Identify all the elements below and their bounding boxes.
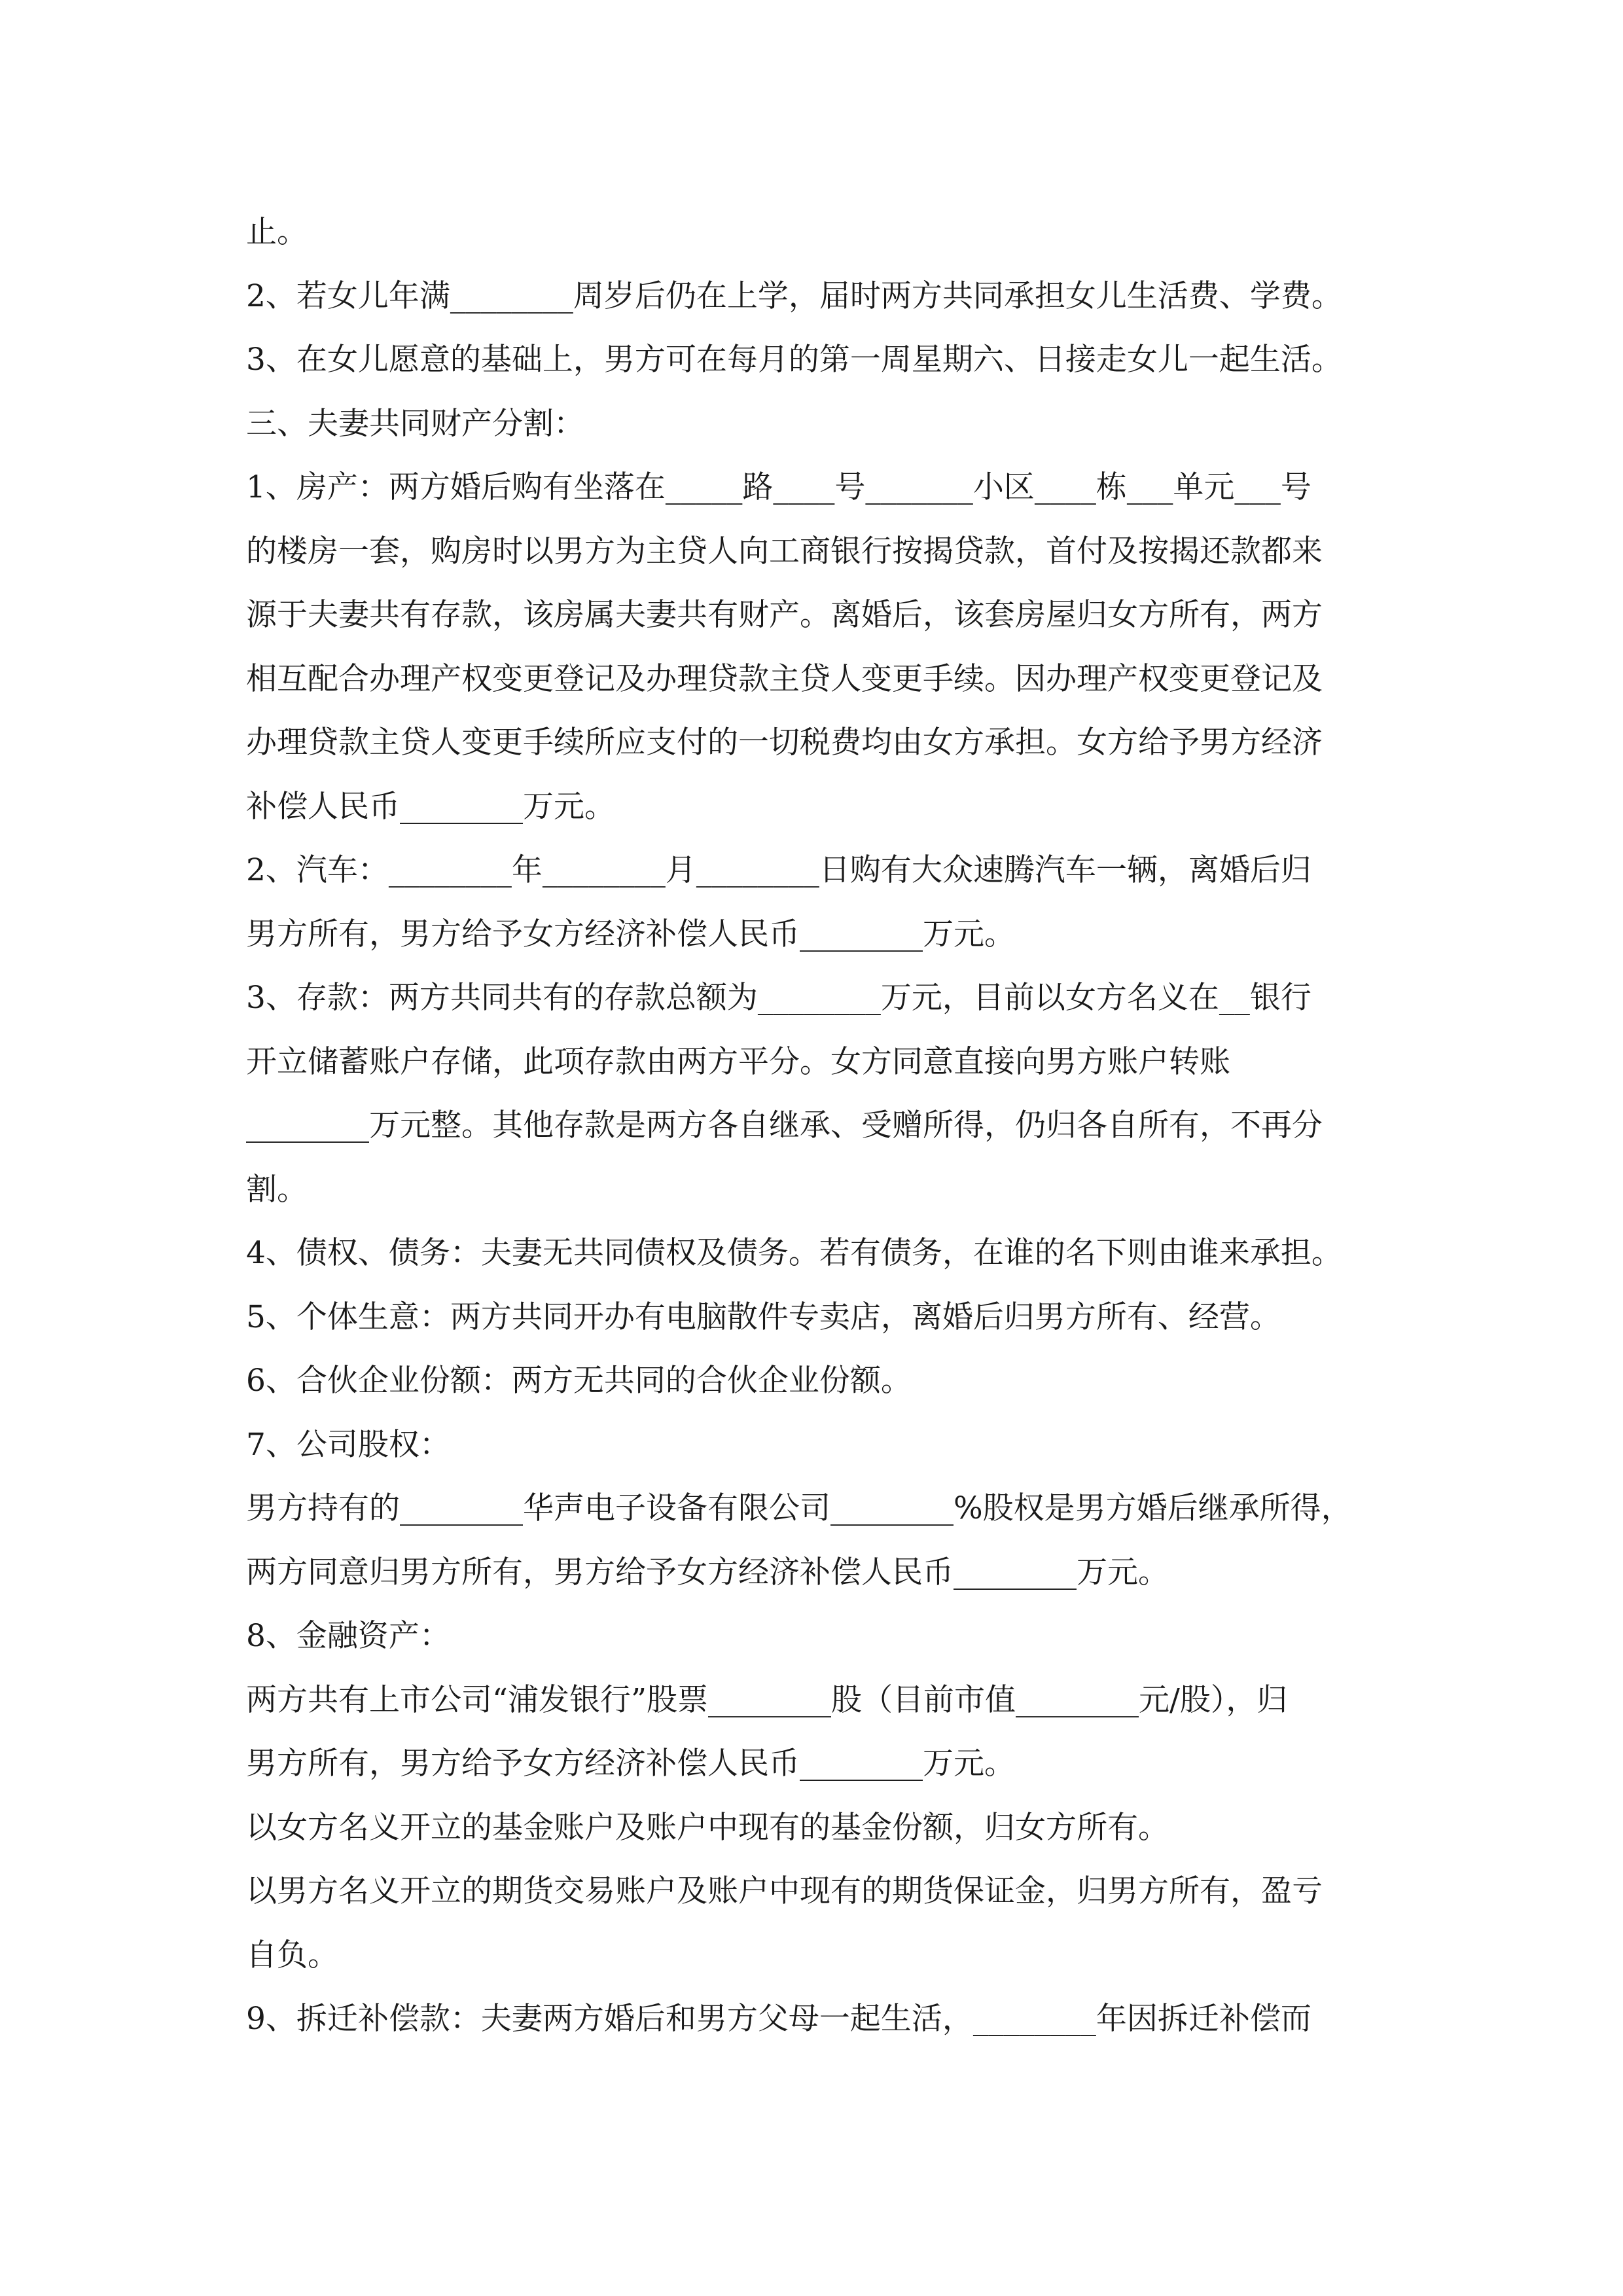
text-line: 的楼房一套，购房时以男方为主贷人向工商银行按揭贷款，首付及按揭还款都来 [246, 533, 1323, 569]
text-line: 开立储蓄账户存储，此项存款由两方平分。女方同意直接向男方账户转账 [246, 1043, 1230, 1080]
text-line: 8、金融资产： [246, 1618, 450, 1654]
text-line: 男方所有，男方给予女方经济补偿人民币________万元。 [246, 916, 1015, 952]
text-line: 3、在女儿愿意的基础上，男方可在每月的第一周星期六、日接走女儿一起生活。 [246, 342, 1342, 378]
text-line: 两方共有上市公司“浦发银行”股票________股（目前市值________元/股），归 [246, 1681, 1288, 1718]
document-body [246, 200, 1385, 2051]
text-line: 以女方名义开立的基金账户及账户中现有的基金份额，归女方所有。 [246, 1809, 1169, 1846]
text-line: 以男方名义开立的期货交易账户及账户中现有的期货保证金，归男方所有，盈亏 [246, 1873, 1323, 1909]
text-line: 源于夫妻共有存款，该房属夫妻共有财产。离婚后，该套房屋归女方所有，两方 [246, 597, 1323, 633]
text-line: 7、公司股权： [246, 1426, 450, 1463]
text-line: 两方同意归男方所有，男方给予女方经济补偿人民币________万元。 [246, 1554, 1169, 1590]
text-line: 男方持有的________华声电子设备有限公司________%股权是男方婚后继承所得， [246, 1490, 1352, 1526]
text-line: 割。 [246, 1171, 308, 1208]
text-line: 相互配合办理产权变更登记及办理贷款主贷人变更手续。因办理产权变更登记及 [246, 660, 1323, 697]
text-line: 止。 [246, 214, 308, 250]
text-line: 9、拆迁补偿款：夫妻两方婚后和男方父母一起生活，________年因拆迁补偿而 [246, 2001, 1311, 2037]
text-line: 自负。 [246, 1937, 338, 1973]
text-line: 男方所有，男方给予女方经济补偿人民币________万元。 [246, 1746, 1015, 1782]
section-heading: 三、夫妻共同财产分割： [246, 405, 584, 442]
text-line: 2、若女儿年满________周岁后仍在上学，届时两方共同承担女儿生活费、学费。 [246, 278, 1342, 314]
text-line: 6、合伙企业份额：两方无共同的合伙企业份额。 [246, 1363, 912, 1399]
text-line: 办理贷款主贷人变更手续所应支付的一切税费均由女方承担。女方给予男方经济 [246, 725, 1323, 761]
text-line: ________万元整。其他存款是两方各自继承、受赠所得，仍归各自所有，不再分 [246, 1107, 1323, 1143]
text-line: 4、债权、债务：夫妻无共同债权及债务。若有债务，在谁的名下则由谁来承担。 [246, 1235, 1342, 1271]
text-line: 3、存款：两方共同共有的存款总额为________万元，目前以女方名义在__银行 [246, 980, 1311, 1016]
text-line: 5、个体生意：两方共同开办有电脑散件专卖店，离婚后归男方所有、经营。 [246, 1299, 1281, 1335]
text-line: 1、房产：两方婚后购有坐落在_____路____号_______小区____栋___单元___号 [246, 469, 1311, 505]
text-line: 补偿人民币________万元。 [246, 788, 615, 825]
text-line: 2、汽车：________年________月________日购有大众速腾汽车一辆，离婚后归 [246, 852, 1311, 888]
